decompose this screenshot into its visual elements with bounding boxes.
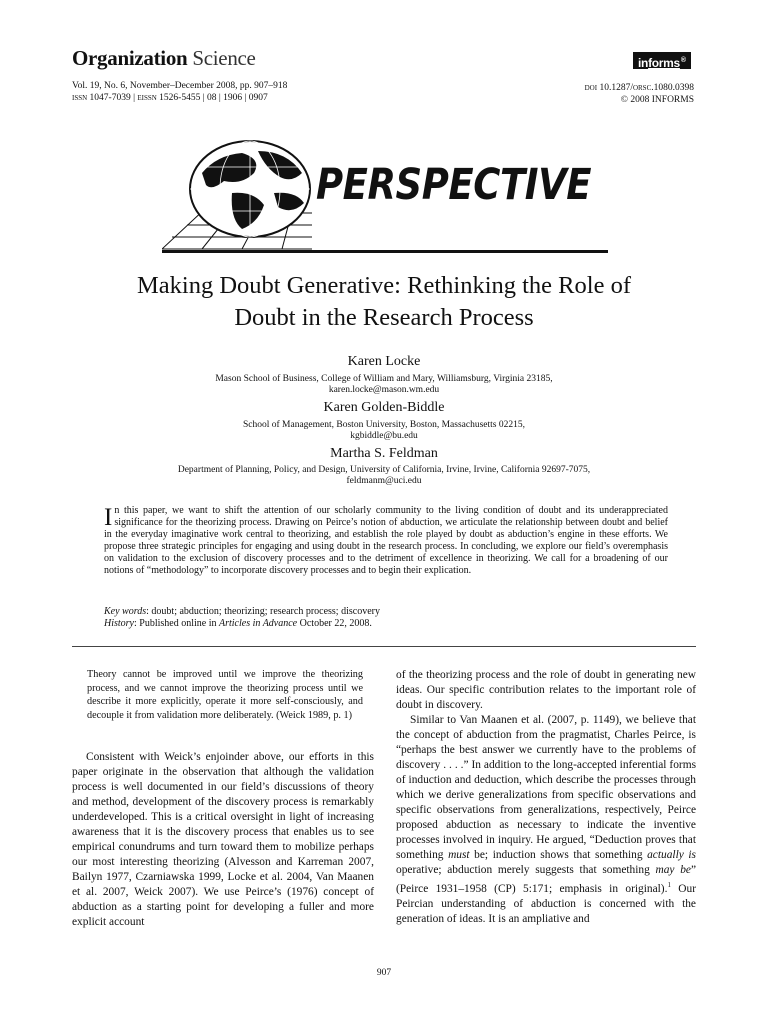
banner-rule [162,250,608,253]
abstract-dropcap: I [104,504,113,531]
author-email: karen.locke@mason.wm.edu [328,385,440,395]
footnote-marker[interactable]: 1 [667,881,671,889]
page-number: 907 [376,968,392,978]
citation-block [72,80,287,104]
affiliation-text: Department of Planning, Policy, and Design, University of California, Irvine, Irvine, California 92697-7075, [177,465,591,475]
publisher-logo-forms: forms [648,56,680,70]
title-line-1: Making Doubt Generative: Rethinking the Role of [137,272,631,299]
publisher-logo-reg: ® [680,57,686,64]
keywords-line [104,606,380,618]
history-text: : Published online in [134,618,219,629]
paragraph: of the theorizing process and the role of doubt in generating new ideas. Our specific contribution relates to the important role of doubt in discovery. [396,669,696,711]
paragraph-text: ” (Peirce 1931–1958 (CP) 5:171; emphasis in original). [396,864,697,895]
doi-block [585,82,694,106]
title-line-2: Doubt in the Research Process [234,304,534,331]
emphasis-actually-is: actually is [647,849,696,861]
emphasis-may-be: may be [655,864,691,876]
author-affiliation [90,465,678,487]
paragraph-text: Similar to Van Maanen et al. (2007, p. 1149), we believe that the concept of abduction from the pragmatist, Charles Peirce, is “perhaps the best answer we currently have to the problems of discovery . . . .” In addition to the long-accepted inferential forms of induction and deduction, which describe the processes through which we derive generalizations from specific observations and specific observations from generalizations, respectively, Peirce proposed abduction as necessary to indicate the inventive processes involved in inquiry. He argued, “Deduction proves that something [396,714,696,861]
body-column-right [396,668,696,927]
keywords-history [104,606,380,630]
history-line [104,618,380,630]
abstract-text: n this paper, we want to shift the attention of our scholarly community to the living condition of doubt and its underappreciated significance for the theorizing process. Drawing on Peirce’s notion of abduction, we articulate the relationship between doubt and belief in the everyday imaginative work central to theorizing, and establish the role played by doubt as abduction’s engine in these efforts. We propose three strategic principles for engaging and using doubt in the research process. In concluding, we explore our field’s overemphasis on validation to the exclusion of discovery processes and to the detriment of excellence in theorizing. We call for a broadening of our notions of “methodology” to incorporate discovery processes and to begin their explication. [104,505,668,576]
publisher-logo [633,52,691,69]
emphasis-must: must [448,849,470,861]
copyright-line: © 2008 INFORMS [620,95,694,105]
publisher-logo-in: in [638,56,649,70]
journal-name-bold: Organization [72,46,188,70]
article-title [90,270,678,334]
banner-label: PERSPECTIVE [316,160,592,210]
doi-line: doi 10.1287/orsc.1080.0398 [584,83,694,93]
abstract [104,505,668,577]
journal-name [72,46,256,71]
journal-name-light: Science [192,46,256,70]
affiliation-text: Mason School of Business, College of William and Mary, Williamsburg, Virginia 23185, [215,374,553,384]
paragraph: Consistent with Weick’s enjoinder above, our efforts in this paper originate in the observation that although the validation process is well documented in our field’s discussions of theory and method, development of the discovery process is remarkably underdeveloped. This is a critical oversight in light of increasing awareness that it is the discovery process that enables us to see empirical conundrums and turn toward them to mobilize perhaps our most interesting theorizing (Alvesson and Karreman 2007, Bailyn 1977, Czarniawska 1999, Locke et al. 2004, Van Maanen et al. 2007, Weick 2007). We use Peirce’s (1976) concept of abduction as a starting point for developing a fuller and more explicit account [72,751,374,928]
paragraph-text: operative; abduction merely suggests that something [396,864,656,876]
body-column-left [72,750,374,930]
keywords-text: : doubt; abduction; theorizing; research process; discovery [146,606,380,617]
epigraph-quote: Theory cannot be improved until we improve the theorizing process, and we cannot improve the theorizing process until we describe it more explicitly, operate it more self-consciously, and decouple it from validation more deliberately. (Weick 1989, p. 1) [87,669,363,721]
paragraph-text: Our Peircian understanding of abduction is concerned with the generation of ideas. It is an ampliative and [396,882,696,925]
affiliation-text: School of Management, Boston University, Boston, Massachusetts 02215, [243,420,525,430]
author-name: Karen Locke [347,354,421,369]
volume-line: Vol. 19, No. 6, November–December 2008, pp. 907–918 [72,81,288,91]
history-label: History [104,618,134,629]
globe-icon [190,141,310,237]
paragraph [396,713,696,927]
section-divider [72,646,696,647]
author-affiliation [90,420,678,442]
history-venue: Articles in Advance [219,618,298,629]
author-email: feldmanm@uci.edu [346,476,422,486]
paragraph-text: be; induction shows that something [469,849,648,861]
keywords-label: Key words [104,606,147,617]
author-email: kgbiddle@bu.edu [350,431,418,441]
author-name: Karen Golden-Biddle [323,400,445,415]
issn-line: issn 1047-7039 | eissn 1526-5455 | 08 | 1906 | 0907 [72,93,268,103]
history-date: October 22, 2008. [297,618,372,629]
author-name: Martha S. Feldman [330,446,438,461]
author-affiliation [90,374,678,396]
